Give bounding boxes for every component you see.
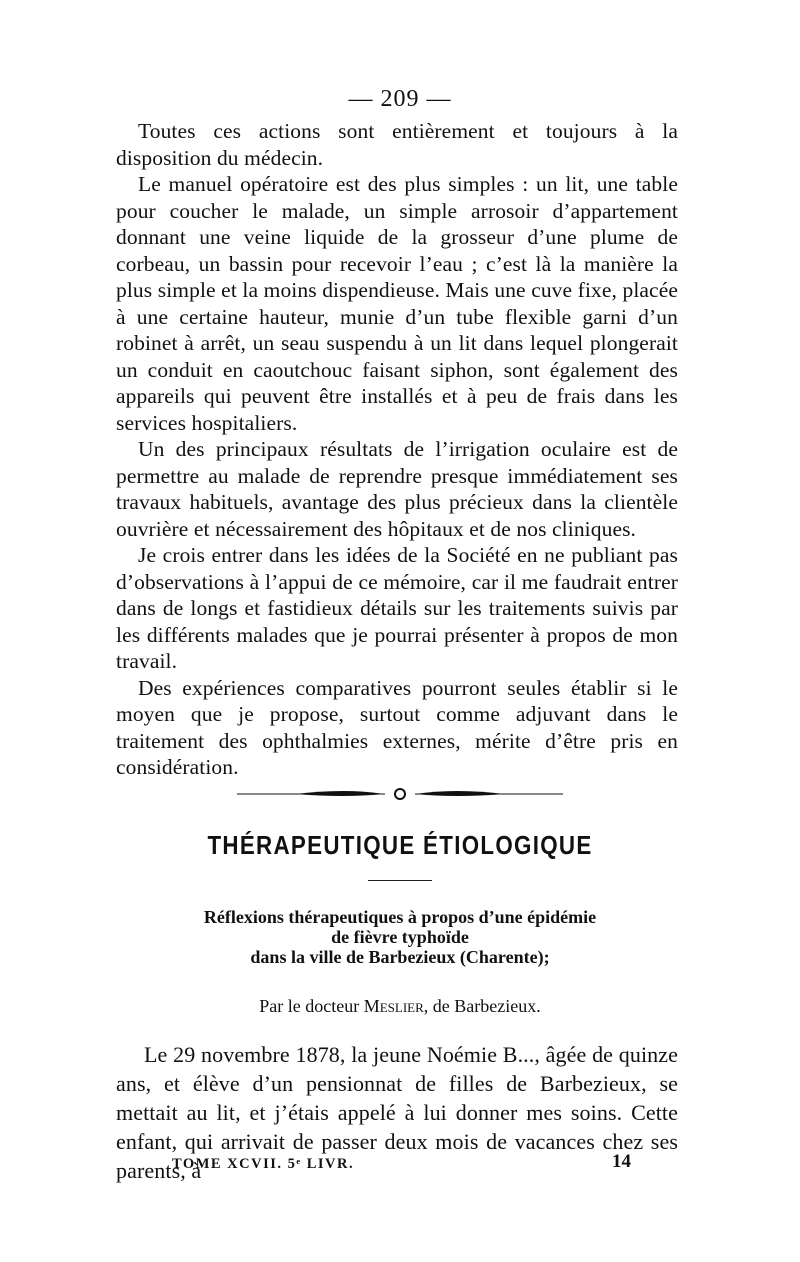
- byline-prefix: Par le docteur: [259, 996, 360, 1016]
- paragraph: Le manuel opératoire est des plus simples : un lit, une table pour coucher le malade, un simple arrosoir d’appartement donnant une veine liquide de la grosseur d’une plume de corbeau, un bassin pour recevoir l’eau ; c’est là la manière la plus simple et la moins dispendieuse. Mais une cuve fixe, placée à une certaine hauteur, munie d’un tube flexible garni d’un robinet à arrêt, un seau suspendu à un lit dans lequel plongerait un conduit en caoutchouc faisant siphon, sont également des appareils qui peuvent être installés et à peu de frais dans les services hospitaliers.: [116, 172, 678, 435]
- byline-author: Meslier: [363, 996, 424, 1016]
- paragraph: Un des principaux résultats de l’irrigation oculaire est de permettre au malade de reprendre presque immédiatement ses travaux habituels, avantage des plus précieux dans la clientèle ouvrière et nécessairement des hôpitaux et de nos cliniques.: [116, 437, 678, 541]
- section-rule: [368, 880, 432, 881]
- page-number: — 209 —: [348, 86, 452, 112]
- paragraph: Le 29 novembre 1878, la jeune Noémie B..., âgée de quinze ans, et élève d’un pensionnat de filles de Barbezieux, se mettait au lit, et j’étais appelé à lui donner mes soins. Cette enfant, qui arrivait de passer deux mois de vacances chez ses parents, à: [116, 1042, 678, 1183]
- ornamental-divider: [235, 782, 565, 806]
- article-title-line: Réflexions thérapeutiques à propos d’une épidémie: [203, 907, 597, 927]
- volume-signature: TOME XCVII. 5ᵉ LIVR.: [172, 1156, 355, 1172]
- article-title-line: dans la ville de Barbezieux (Charente);: [250, 947, 550, 967]
- article-title-line: de fièvre typhoïde: [331, 927, 469, 947]
- signature-mark: 14: [612, 1151, 631, 1172]
- article-title: [130, 907, 670, 967]
- section-heading: THÉRAPEUTIQUE ÉTIOLOGIQUE: [207, 830, 593, 860]
- paragraph: Toutes ces actions sont entièrement et toujours à la disposition du médecin.: [116, 119, 678, 170]
- paragraph: Je crois entrer dans les idées de la Société en ne publiant pas d’observations à l’appui de ce mémoire, car il me faudrait entrer dans de longs et fastidieux détails sur les traitements suivis par les différents malades que je pourrai présenter à propos de mon travail.: [116, 543, 678, 673]
- paragraph: Des expériences comparatives pourront seules établir si le moyen que je propose, surtout comme adjuvant dans le traitement des ophthalmies externes, mérite d’être pris en considération.: [116, 675, 678, 779]
- body-text: [116, 118, 678, 781]
- byline: [0, 996, 800, 1017]
- byline-suffix: , de Barbezieux.: [423, 996, 541, 1016]
